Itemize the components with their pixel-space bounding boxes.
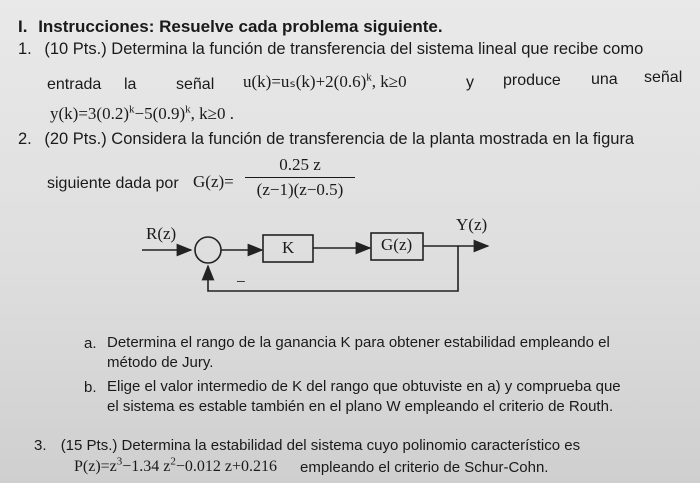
problem-3-line-2: empleando el criterio de Schur-Cohn. — [300, 459, 549, 476]
word-entrada: entrada — [47, 76, 102, 93]
transfer-function-lhs: G(z)= — [193, 172, 234, 191]
transfer-function-numerator: 0.25 z — [279, 155, 321, 174]
problem-1-statement: (10 Pts.) Determina la función de transferencia del sistema lineal que recibe como — [44, 40, 644, 58]
output-signal-equation: $y(k)=3(0.2)^k-5(0.9)^k$, k≥0 . — [50, 103, 234, 123]
feedback-sign: − — [236, 272, 246, 291]
problem-3-line-1 — [34, 437, 580, 454]
word-produce: produce — [503, 72, 561, 89]
problem-3-number: 3. — [34, 437, 47, 454]
item-a-line-1: Determina el rango de la ganancia K para obtener estabilidad empleando el — [107, 334, 610, 351]
problem-2-statement: (20 Pts.) Considera la función de transferencia de la planta mostrada en la figura — [44, 130, 635, 148]
item-b-line-1: Elige el valor intermedio de K del rango que obtuviste en a) y comprueba que — [107, 378, 621, 395]
problem-2-number: 2. — [18, 130, 32, 148]
item-a-line-2: método de Jury. — [107, 354, 214, 371]
input-label: R(z) — [146, 224, 177, 243]
word-senal: señal — [176, 76, 215, 93]
section-number: I. — [18, 17, 28, 36]
characteristic-polynomial: $P(z)=z^3-1.34$ $z^2-0.012$ z+0.216 — [74, 455, 278, 475]
plant-block-label: G(z) — [381, 235, 413, 254]
item-a-label: a. — [84, 335, 97, 352]
input-signal-equation: $u(k)=u_s(k)+2(0.6)^k$, k≥0 — [243, 71, 407, 91]
word-una: una — [591, 71, 618, 88]
problem-2-line-2: siguiente dada por — [47, 175, 179, 192]
item-b-line-2: el sistema es estable también en el plano W empleando el criterio de Routh. — [107, 398, 614, 415]
section-title: Instrucciones: Resuelve cada problema siguiente. — [38, 17, 443, 36]
transfer-function-denominator: (z−1)(z−0.5) — [256, 180, 344, 199]
problem-3-statement: (15 Pts.) Determina la estabilidad del sistema cuyo polinomio característico es — [60, 437, 581, 454]
word-senal-2: señal — [644, 69, 683, 86]
word-la: la — [124, 76, 137, 93]
problem-1-number: 1. — [18, 40, 32, 58]
gain-block-label: K — [282, 238, 295, 257]
summing-junction — [195, 237, 221, 263]
item-b-label: b. — [84, 379, 97, 396]
output-label: Y(z) — [456, 215, 488, 234]
word-y: y — [466, 74, 474, 91]
